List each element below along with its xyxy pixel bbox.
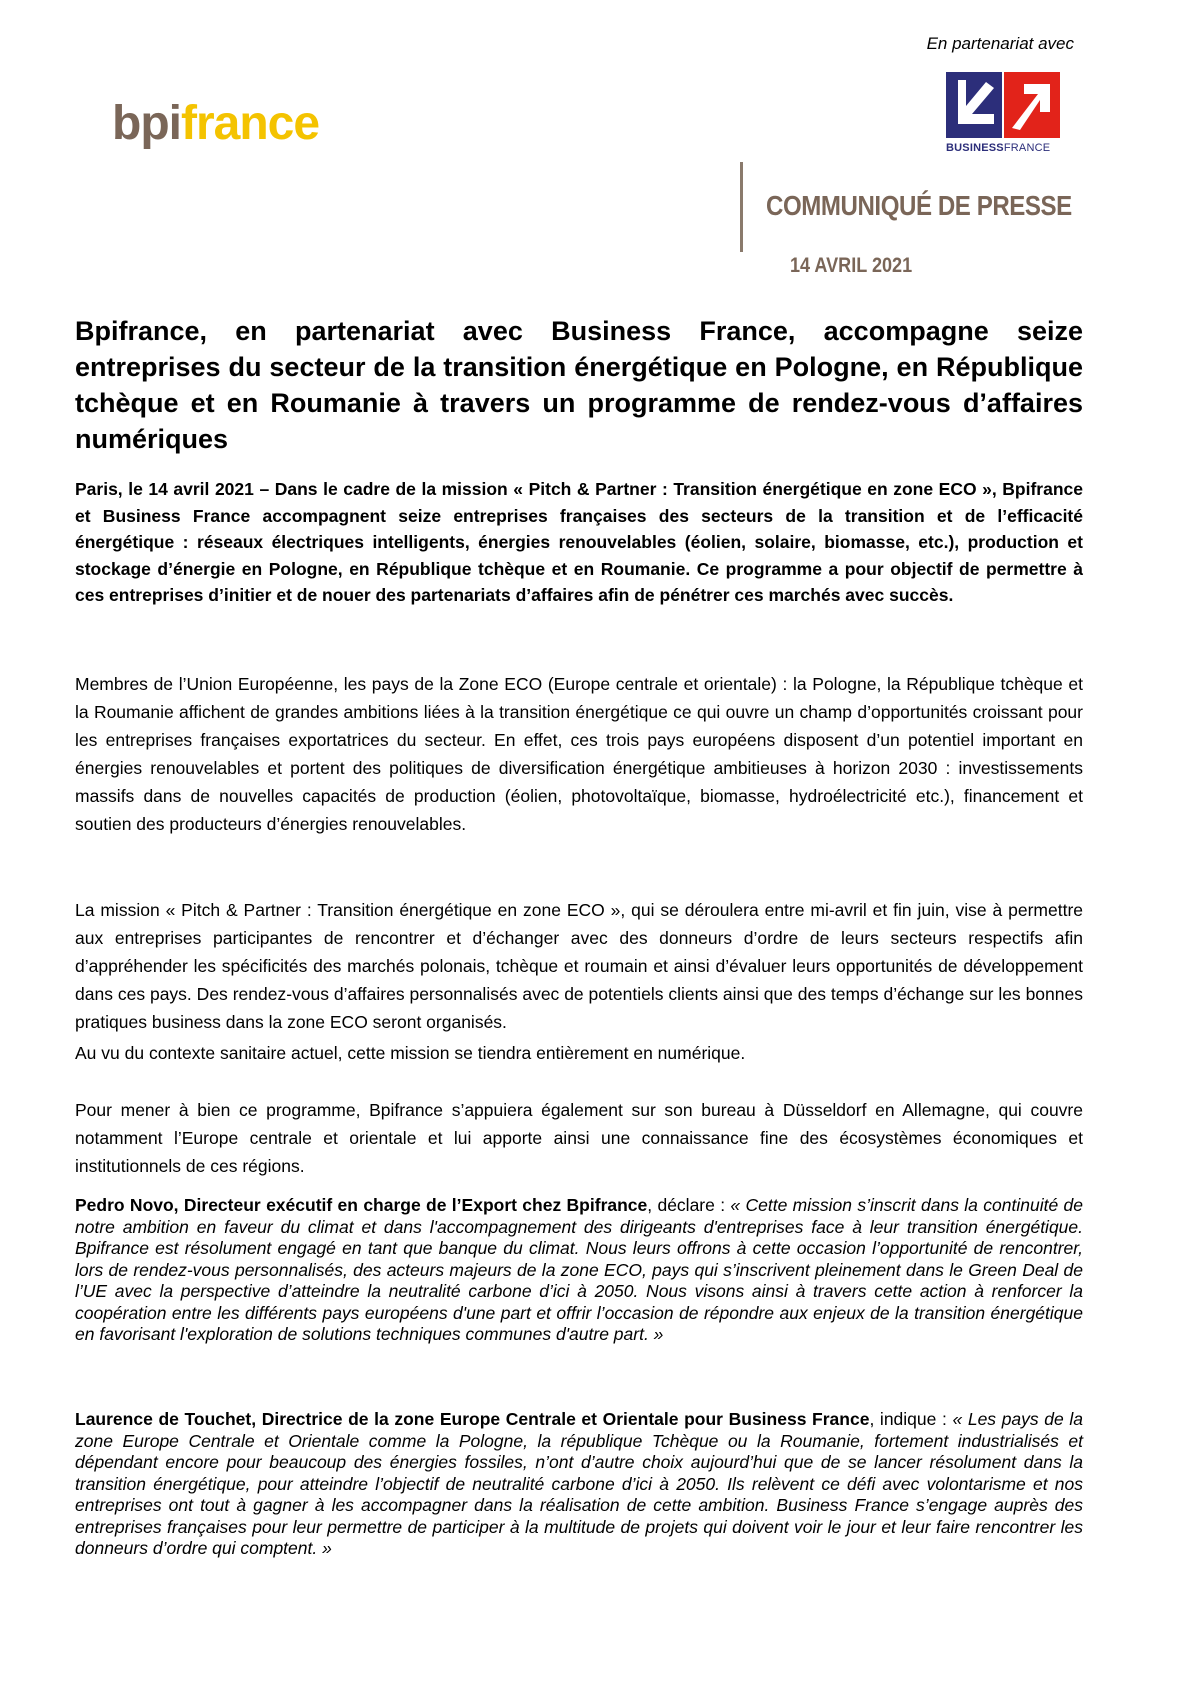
quote-speaker: Laurence de Touchet, Directrice de la zone Europe Centrale et Orientale pour Business France bbox=[75, 1409, 870, 1429]
quote-laurence-de-touchet bbox=[75, 1409, 1083, 1560]
quote-text: « Cette mission s’inscrit dans la continuité de notre ambition en faveur du climat et dans l'accompagnement des dirigeants d'entreprises face à leur transition énergétique. Bpifrance est résolument engagé en tant que banque du climat. Nous leurs offrons à cette occasion l’opportunité de rencontrer, lors de rendez-vous personnalisés, des acteurs majeurs de la zone ECO, pays qui s’inscrivent pleinement dans le Green Deal de l’UE avec la perspective d’atteindre la neutralité carbone d’ici à 2050. Nous visons ainsi à travers cette action à renforcer la coopération entre les différents pays européens d'une part et offrir l’occasion de répondre aux enjeux de la transition énergétique en favorisant l'exploration de solutions techniques communes d'autre part. » bbox=[75, 1195, 1083, 1344]
quote-verb: , déclare : bbox=[647, 1195, 731, 1215]
quote-text: « Les pays de la zone Europe Centrale et Orientale comme la Pologne, la république Tchèque ou la Roumanie, fortement industrialisés et dépendant encore pour beaucoup des énergies fossiles, n’ont d’autre choix aujourd’hui que de se lancer résolument dans la transition énergétique, pour atteindre l’objectif de neutralité carbone d’ici à 2050. Ils relèvent ce défi avec volontarisme et nos entreprises ont tout à gagner à les accompagner dans la réalisation de cette ambition. Business France s’engage auprès des entreprises françaises pour leur permettre de participer à la multitude de projets qui doivent voir le jour et leur faire rencontrer les donneurs d’ordre qui comptent. » bbox=[75, 1409, 1083, 1558]
quote-speaker: Pedro Novo, Directeur exécutif en charge de l’Export chez Bpifrance bbox=[75, 1195, 648, 1215]
headline: Bpifrance, en partenariat avec Business France, accompagne seize entreprises du secteur de la transition énergétique en Pologne, en République tchèque et en Roumanie à travers un programme de rendez-vous d’affaires numériques bbox=[75, 316, 1083, 454]
press-release-title: COMMUNIQUÉ DE PRESSE bbox=[766, 190, 1072, 221]
paragraph-3: Au vu du contexte sanitaire actuel, cette mission se tiendra entièrement en numérique. bbox=[75, 1043, 746, 1063]
paragraph-1: Membres de l’Union Européenne, les pays de la Zone ECO (Europe centrale et orientale) : la Pologne, la République tchèque et la Roumanie affichent de grandes ambitions liées à la transition énergétique ce qui ouvre un champ d’opportunités croissant pour les entreprises françaises exportatrices du secteur. En effet, ces trois pays européens disposent d’un potentiel important en énergies renouvelables et portent des politiques de diversification énergétique ambitieuses à horizon 2030 : investissements massifs dans de nouvelles capacités de production (éolien, photovoltaïque, biomasse, hydroélectricité etc.), financement et soutien des producteurs d’énergies renouvelables. bbox=[75, 674, 1083, 834]
paragraph-2: La mission « Pitch & Partner : Transition énergétique en zone ECO », qui se déroulera entre mi-avril et fin juin, vise à permettre aux entreprises participantes de rencontrer et d’échanger avec des donneurs d’ordre de leurs secteurs respectifs afin d’appréhender les spécificités des marchés polonais, tchèque et roumain et ainsi d’évaluer leurs opportunités de développement dans ces pays. Des rendez-vous d’affaires personnalisés avec de potentiels clients ainsi que des temps d’échange sur les bonnes pratiques business dans la zone ECO seront organisés. bbox=[75, 900, 1083, 1032]
bpifrance-logo bbox=[112, 97, 320, 150]
businessfrance-logo-name: BUSINESSFRANCE bbox=[946, 142, 1051, 154]
bpifrance-logo-france: france bbox=[180, 97, 320, 150]
partner-label: En partenariat avec bbox=[926, 34, 1074, 53]
intro-paragraph: Paris, le 14 avril 2021 – Dans le cadre de la mission « Pitch & Partner : Transition énergétique en zone ECO », Bpifrance et Business France accompagnent seize entreprises françaises des secteurs de la transition et de l’efficacité énergétique : réseaux électriques intelligents, énergies renouvelables (éolien, solaire, biomasse, etc.), production et stockage d’énergie en Pologne, en République tchèque et en Roumanie. Ce programme a pour objectif de permettre à ces entreprises d’initier et de nouer des partenariats d’affaires afin de pénétrer ces marchés avec succès. bbox=[75, 479, 1083, 605]
bpifrance-logo-bpi: bpi bbox=[112, 97, 181, 150]
quote-pedro-novo bbox=[75, 1195, 1083, 1346]
press-release-date: 14 AVRIL 2021 bbox=[790, 254, 913, 277]
quote-verb: , indique : bbox=[869, 1409, 953, 1429]
paragraph-4: Pour mener à bien ce programme, Bpifrance s’appuiera également sur son bureau à Düsseldorf en Allemagne, qui couvre notamment l’Europe centrale et orientale et lui apporte ainsi une connaissance fine des écosystèmes économiques et institutionnels de ces régions. bbox=[75, 1100, 1083, 1176]
header-divider bbox=[740, 162, 743, 252]
